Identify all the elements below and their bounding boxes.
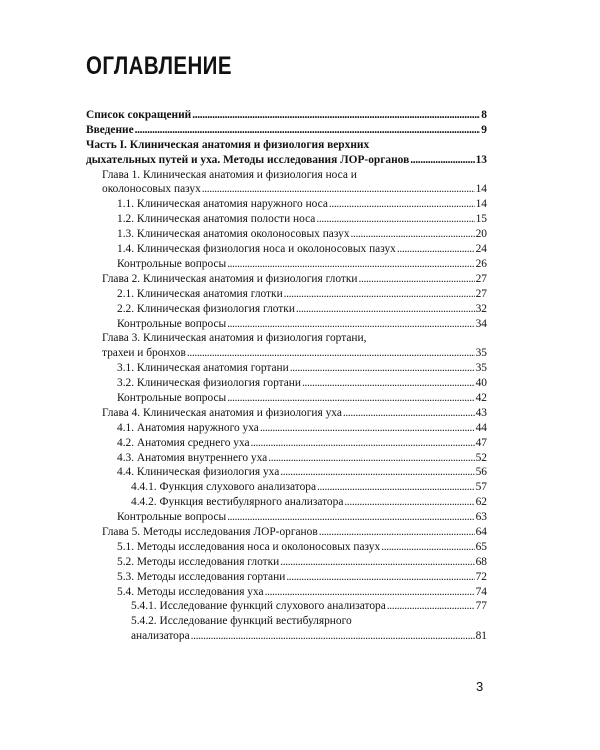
toc-entry-page: 43: [475, 406, 487, 419]
dot-leader: [202, 182, 475, 197]
toc-entry-page: 47: [475, 436, 487, 449]
toc-entry[interactable]: [86, 376, 487, 391]
dot-leader: [268, 451, 474, 466]
toc-entry-label: Контрольные вопросы: [117, 391, 227, 404]
toc-entry[interactable]: [86, 272, 487, 287]
dot-leader: [302, 376, 475, 391]
toc-entry-label: 4.3. Анатомия внутреннего уха: [117, 451, 268, 464]
toc-entry-label: 1.2. Клиническая анатомия полости носа: [117, 213, 316, 226]
table-of-contents: [86, 108, 487, 644]
dot-leader: [280, 555, 474, 570]
toc-entry-page: 77: [475, 600, 487, 613]
toc-entry-label: Контрольные вопросы: [117, 511, 227, 524]
toc-entry[interactable]: [86, 227, 487, 242]
toc-entry-label: 1.3. Клиническая анатомия околоносовых пазух: [117, 228, 350, 241]
toc-entry[interactable]: [86, 123, 487, 138]
toc-entry-page: 35: [475, 362, 487, 375]
toc-entry-label: 4.1. Анатомия наружного уха: [117, 421, 259, 434]
toc-entry-label: 4.2. Анатомия среднего уха: [117, 436, 250, 449]
dot-leader: [260, 421, 475, 436]
toc-entry-label: 1.4. Клиническая физиология носа и околоносовых пазух: [117, 243, 396, 256]
dot-leader: [410, 153, 474, 168]
toc-entry-label: Глава 4. Клиническая анатомия и физиология уха: [102, 406, 342, 419]
toc-entry-page: 72: [475, 570, 487, 583]
toc-entry[interactable]: [86, 212, 487, 227]
toc-entry-label: анализатора: [131, 630, 190, 643]
toc-entry[interactable]: [86, 317, 487, 332]
toc-entry[interactable]: [86, 465, 487, 480]
toc-entry-label: Контрольные вопросы: [117, 317, 227, 330]
toc-entry-label: 4.4.1. Функция слухового анализатора: [131, 481, 317, 494]
toc-entry[interactable]: [86, 540, 487, 555]
toc-entry-page: 65: [475, 540, 487, 553]
dot-leader: [387, 599, 475, 614]
toc-entry-page: 57: [475, 481, 487, 494]
toc-entry-title-line: Часть I. Клиническая анатомия и физиология верхних: [86, 138, 370, 151]
toc-entry-page: 9: [481, 123, 487, 136]
page-title: ОГЛАВЛЕНИЕ: [86, 52, 232, 80]
dot-leader: [192, 108, 480, 123]
toc-entry-page: 27: [475, 287, 487, 300]
toc-entry[interactable]: [86, 108, 487, 123]
toc-entry-label: 5.1. Методы исследования носа и околоносовых пазух: [117, 540, 381, 553]
toc-entry-page: 81: [475, 630, 487, 643]
toc-entry[interactable]: [86, 197, 487, 212]
toc-entry-label: Глава 2. Клиническая анатомия и физиология глотки: [102, 272, 358, 285]
toc-entry-label: Введение: [86, 123, 134, 136]
toc-entry-page: 20: [475, 228, 487, 241]
toc-entry-page: 62: [475, 496, 487, 509]
toc-entry[interactable]: [86, 168, 487, 198]
dot-leader: [191, 629, 475, 644]
toc-entry-page: 8: [481, 109, 487, 121]
toc-entry-label: 2.2. Клиническая физиология глотки: [117, 302, 295, 315]
toc-entry-title-line: Глава 3. Клиническая анатомия и физиология гортани,: [102, 332, 367, 345]
dot-leader: [317, 480, 475, 495]
dot-leader: [227, 391, 474, 406]
dot-leader: [290, 361, 475, 376]
toc-entry-title-line: Глава 1. Клиническая анатомия и физиология носа и: [102, 168, 357, 181]
toc-entry[interactable]: [86, 331, 487, 361]
toc-entry-page: 64: [475, 525, 487, 538]
toc-entry[interactable]: [86, 555, 487, 570]
toc-entry[interactable]: [86, 361, 487, 376]
toc-entry-page: 34: [475, 317, 487, 330]
dot-leader: [227, 510, 474, 525]
toc-entry-label: 2.1. Клиническая анатомия глотки: [117, 287, 283, 300]
dot-leader: [135, 123, 481, 138]
toc-entry[interactable]: [86, 257, 487, 272]
toc-entry[interactable]: [86, 302, 487, 317]
dot-leader: [286, 570, 474, 585]
dot-leader: [343, 406, 475, 421]
toc-entry-title-line: 5.4.2. Исследование функций вестибулярного: [131, 615, 352, 628]
dot-leader: [397, 242, 475, 257]
toc-entry[interactable]: [86, 480, 487, 495]
dot-leader: [227, 257, 474, 272]
toc-entry-label: 3.1. Клиническая анатомия гортани: [117, 362, 289, 375]
toc-entry-label: 5.4. Методы исследования уха: [117, 585, 264, 598]
dot-leader: [359, 272, 475, 287]
toc-entry[interactable]: [86, 406, 487, 421]
toc-entry-page: 63: [475, 511, 487, 524]
toc-entry-label: околоносовых пазух: [102, 183, 201, 196]
toc-entry-label: трахеи и бронхов: [102, 347, 186, 360]
dot-leader: [284, 287, 475, 302]
toc-entry[interactable]: [86, 138, 487, 168]
toc-entry-page: 15: [475, 213, 487, 226]
toc-entry-page: 44: [475, 421, 487, 434]
toc-entry-page: 32: [475, 302, 487, 315]
dot-leader: [296, 302, 475, 317]
page-number: 3: [476, 679, 484, 694]
toc-entry-label: 5.3. Методы исследования гортани: [117, 570, 286, 583]
toc-entry-label: 3.2. Клиническая физиология гортани: [117, 377, 301, 390]
dot-leader: [227, 317, 474, 332]
toc-entry-page: 27: [475, 272, 487, 285]
toc-entry-label: 5.2. Методы исследования глотки: [117, 555, 280, 568]
dot-leader: [187, 346, 475, 361]
toc-entry-page: 24: [475, 243, 487, 256]
toc-entry[interactable]: [86, 510, 487, 525]
dot-leader: [280, 465, 474, 480]
toc-entry[interactable]: [86, 421, 487, 436]
dot-leader: [319, 525, 475, 540]
toc-entry[interactable]: [86, 599, 487, 614]
toc-entry-label: 1.1. Клиническая анатомия наружного носа: [117, 198, 328, 211]
toc-entry-label: 4.4.2. Функция вестибулярного анализатора: [131, 496, 344, 509]
toc-entry-page: 68: [475, 555, 487, 568]
toc-entry[interactable]: [86, 242, 487, 257]
toc-entry-page: 14: [475, 183, 487, 196]
toc-entry[interactable]: [86, 287, 487, 302]
toc-entry-label: Глава 5. Методы исследования ЛОР-органов: [102, 525, 318, 538]
dot-leader: [251, 436, 475, 451]
toc-entry-page: 56: [475, 466, 487, 479]
toc-entry-page: 40: [475, 377, 487, 390]
toc-entry[interactable]: [86, 614, 487, 644]
toc-entry[interactable]: [86, 451, 487, 466]
toc-entry-label: Список сокращений: [86, 109, 192, 121]
toc-entry-page: 13: [475, 153, 487, 166]
toc-entry[interactable]: [86, 570, 487, 585]
dot-leader: [329, 197, 475, 212]
dot-leader: [265, 585, 475, 600]
toc-entry[interactable]: [86, 495, 487, 510]
toc-entry[interactable]: [86, 436, 487, 451]
toc-entry-page: 52: [475, 451, 487, 464]
toc-entry-label: 4.4. Клиническая физиология уха: [117, 466, 280, 479]
dot-leader: [316, 212, 474, 227]
toc-entry[interactable]: [86, 391, 487, 406]
toc-entry-page: 74: [475, 585, 487, 598]
toc-entry-page: 42: [475, 391, 487, 404]
toc-entry-page: 26: [475, 257, 487, 270]
toc-entry-label: 5.4.1. Исследование функций слухового анализатора: [131, 600, 386, 613]
toc-entry[interactable]: [86, 585, 487, 600]
toc-entry[interactable]: [86, 525, 487, 540]
toc-entry-label: дыхательных путей и уха. Методы исследования ЛОР-органов: [86, 153, 410, 166]
toc-entry-page: 35: [475, 347, 487, 360]
dot-leader: [344, 495, 474, 510]
toc-entry-label: Контрольные вопросы: [117, 257, 227, 270]
dot-leader: [351, 227, 475, 242]
dot-leader: [381, 540, 474, 555]
toc-entry-page: 14: [475, 198, 487, 211]
